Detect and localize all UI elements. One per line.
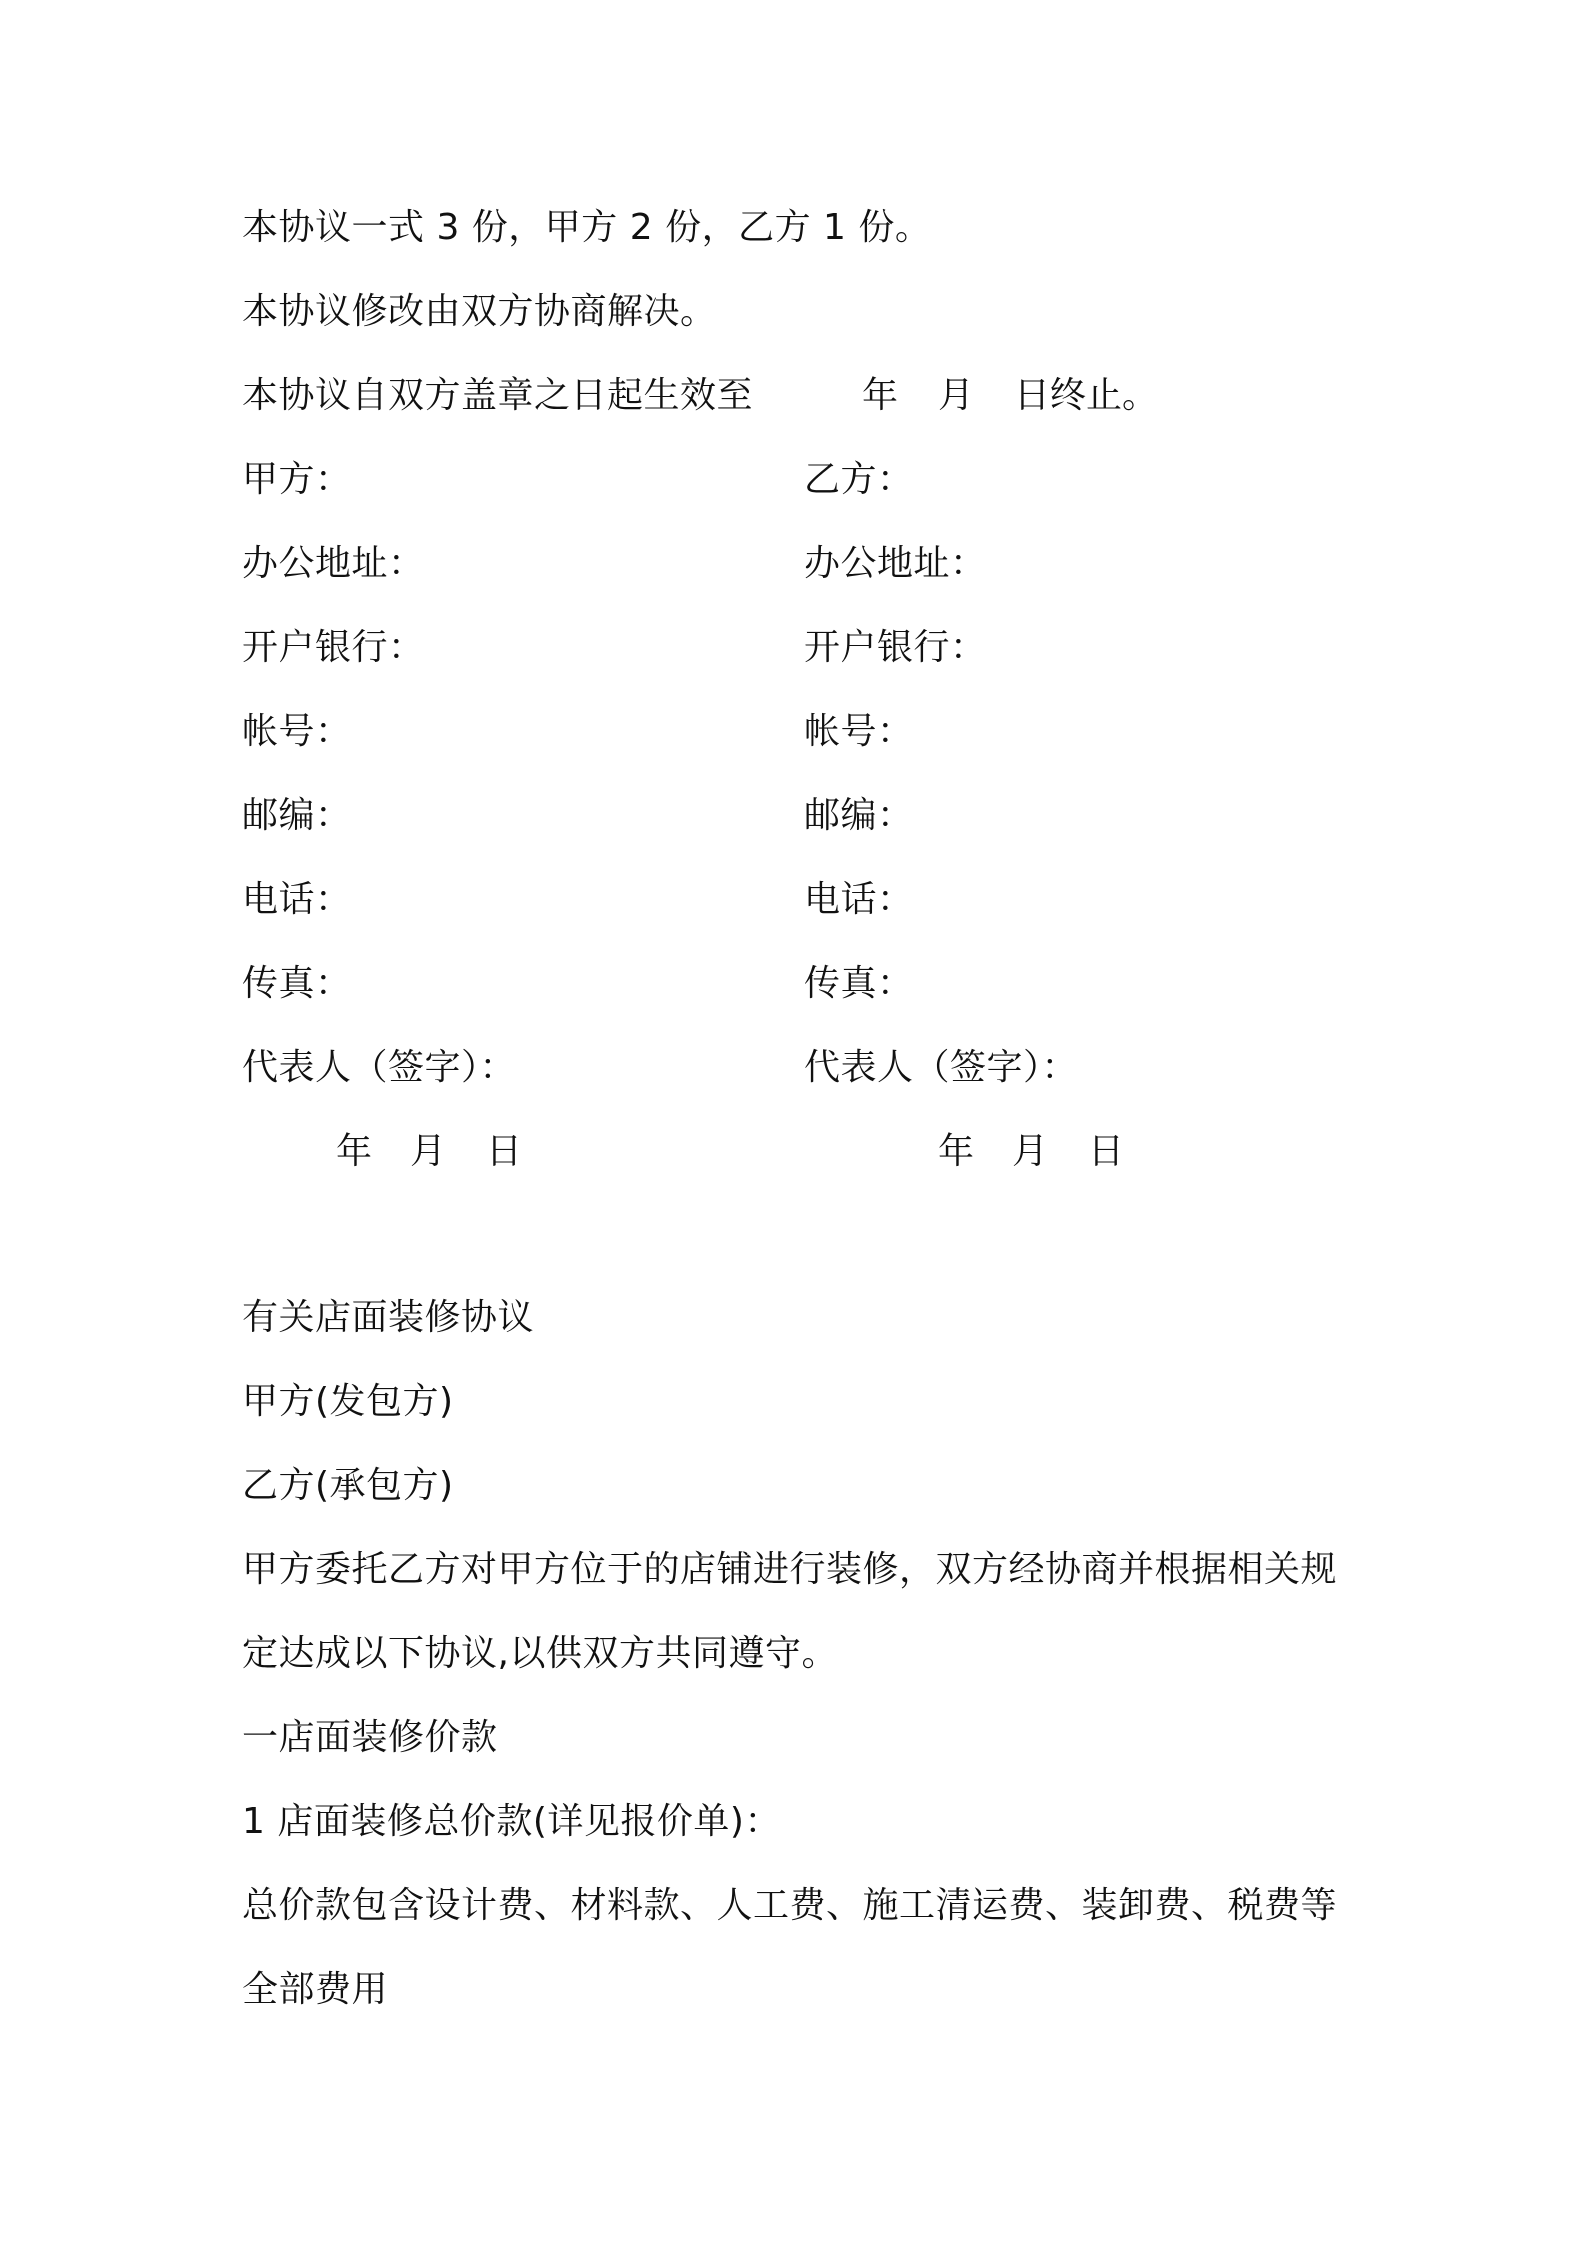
agreement-title: 有关店面装修协议 <box>242 1297 535 1338</box>
party-a-phone-label: 电话： <box>242 879 352 920</box>
party-b-date-month: 月 <box>1012 1131 1049 1172</box>
effective-year: 年 <box>862 375 899 416</box>
effective-suffix: 日终止。 <box>1014 375 1159 416</box>
employer-party: 甲方(发包方) <box>242 1381 454 1422</box>
party-b-label: 乙方： <box>804 459 914 500</box>
total-price-detail-line-1: 总价款包含设计费、材料款、人工费、施工清运费、装卸费、税费等 <box>242 1885 1338 1926</box>
contractor-party: 乙方(承包方) <box>242 1465 454 1506</box>
total-price-detail-line-2: 全部费用 <box>242 1969 389 2010</box>
total-price-item: 1 店面装修总价款(详见报价单)： <box>242 1801 781 1842</box>
copies-clause: 本协议一式 3 份，甲方 2 份，乙方 1 份。 <box>242 207 932 248</box>
party-a-bank-label: 开户银行： <box>242 627 425 668</box>
party-b-date-year: 年 <box>938 1131 975 1172</box>
party-b-postcode-label: 邮编： <box>804 795 914 836</box>
party-a-date-day: 日 <box>486 1131 523 1172</box>
party-b-fax-label: 传真： <box>804 963 914 1004</box>
party-a-label: 甲方： <box>242 459 352 500</box>
amendment-clause: 本协议修改由双方协商解决。 <box>242 291 717 332</box>
intro-paragraph-line-2: 定达成以下协议,以供双方共同遵守。 <box>242 1633 838 1674</box>
party-b-phone-label: 电话： <box>804 879 914 920</box>
party-a-postcode-label: 邮编： <box>242 795 352 836</box>
party-b-representative-label: 代表人（签字）： <box>804 1047 1079 1088</box>
party-a-address-label: 办公地址： <box>242 543 425 584</box>
intro-paragraph-line-1: 甲方委托乙方对甲方位于的店铺进行装修，双方经协商并根据相关规 <box>242 1549 1338 1590</box>
party-b-date-day: 日 <box>1088 1131 1125 1172</box>
party-a-account-label: 帐号： <box>242 711 352 752</box>
party-a-fax-label: 传真： <box>242 963 352 1004</box>
party-a-date-year: 年 <box>336 1131 373 1172</box>
party-b-account-label: 帐号： <box>804 711 914 752</box>
party-b-address-label: 办公地址： <box>804 543 987 584</box>
price-section-heading: 一店面装修价款 <box>242 1717 498 1758</box>
effective-month: 月 <box>938 375 975 416</box>
party-a-representative-label: 代表人（签字）： <box>242 1047 517 1088</box>
party-a-date-month: 月 <box>410 1131 447 1172</box>
effective-clause-prefix: 本协议自双方盖章之日起生效至 <box>242 375 754 416</box>
party-b-bank-label: 开户银行： <box>804 627 987 668</box>
